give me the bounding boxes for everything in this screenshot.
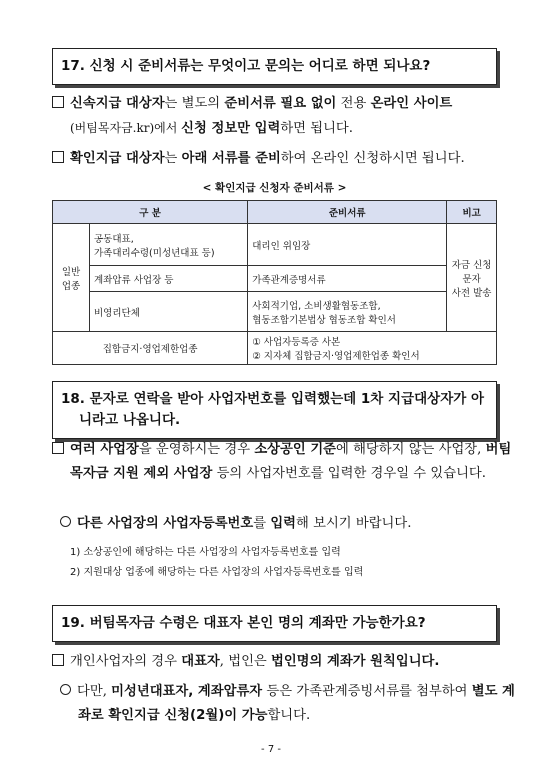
question-19-title: 19. 버팀목자금 수령은 대표자 본인 명의 계좌만 가능한가요? [61,615,426,631]
circle-bullet-icon [60,516,71,527]
documents-table [52,200,497,365]
question-17-title: 17. 신청 시 준비서류는 무엇이고 문의는 어디로 하면 되나요? [61,58,431,74]
page-number: - 7 - [261,744,281,755]
header-category: 구 분 [53,201,248,224]
question-18-title: 18. 문자로 연락을 받아 사업자번호를 입력했는데 1차 지급대상자가 아니라고 나옵니다. [61,391,485,428]
table-row-docs: 사회적기업, 소비생활협동조합, 협동조합기본법상 협동조합 확인서 [248,292,447,332]
table-row-type: 비영리단체 [90,292,248,332]
q18-paragraph-2: 다른 사업장의 사업자등록번호를 입력해 보시기 바랍니다. [60,512,510,536]
question-17-box [52,48,497,85]
table-row-docs: ① 사업자등록증 사본 ② 지자체 집합금지·영업제한업종 확인서 [248,332,497,365]
q19-paragraph-2: 다만, 미성년대표자, 계좌압류자 등은 가족관계증빙서류를 첨부하여 별도 계좌로 확인지급 신청(2월)이 가능합니다. [60,680,523,728]
table-row-docs: 대리인 위임장 [248,224,447,266]
q18-paragraph-1: 여러 사업장을 운영하시는 경우 소상공인 기준에 해당하지 않는 사업장, 버팀목자금 지원 제외 사업장 등의 사업자번호를 입력한 경우일 수 있습니다. [52,438,520,486]
table-row-docs: 가족관계증명서류 [248,266,447,292]
table-row-type: 공동대표, 가족대리수령(미성년대표 등) [90,224,248,266]
question-18-box [52,381,497,439]
checkbox-square-icon [52,654,64,666]
header-note: 비고 [447,201,497,224]
q18-item-2: 2) 지원대상 업종에 해당하는 다른 사업장의 사업자등록번호를 입력 [70,567,364,578]
q19-paragraph-1: 개인사업자의 경우 대표자, 법인은 법인명의 계좌가 원칙입니다. [52,650,502,674]
note-cell: 자금 신청 문자 사전 발송 [447,224,497,332]
checkbox-square-icon [52,442,64,454]
header-documents: 준비서류 [248,201,447,224]
table-caption: < 확인지급 신청자 준비서류 > [202,182,347,194]
checkbox-square-icon [52,96,64,108]
q17-paragraph-1: 신속지급 대상자는 별도의 준비서류 필요 없이 전용 온라인 사이트 (버팀목자금.kr)에서 신청 정보만 입력하면 됩니다. [52,92,520,141]
q18-item-1: 1) 소상공인에 해당하는 다른 사업장의 사업자등록번호를 입력 [70,547,341,558]
checkbox-square-icon [52,151,64,163]
table-row-type: 계좌압류 사업장 등 [90,266,248,292]
question-19-box [52,605,497,642]
group-label: 일반 업종 [53,224,90,332]
q17-paragraph-2: 확인지급 대상자는 아래 서류를 준비하여 온라인 신청하시면 됩니다. [52,147,502,171]
circle-bullet-icon [60,684,71,695]
table-row-type: 집합금지·영업제한업종 [53,332,248,365]
